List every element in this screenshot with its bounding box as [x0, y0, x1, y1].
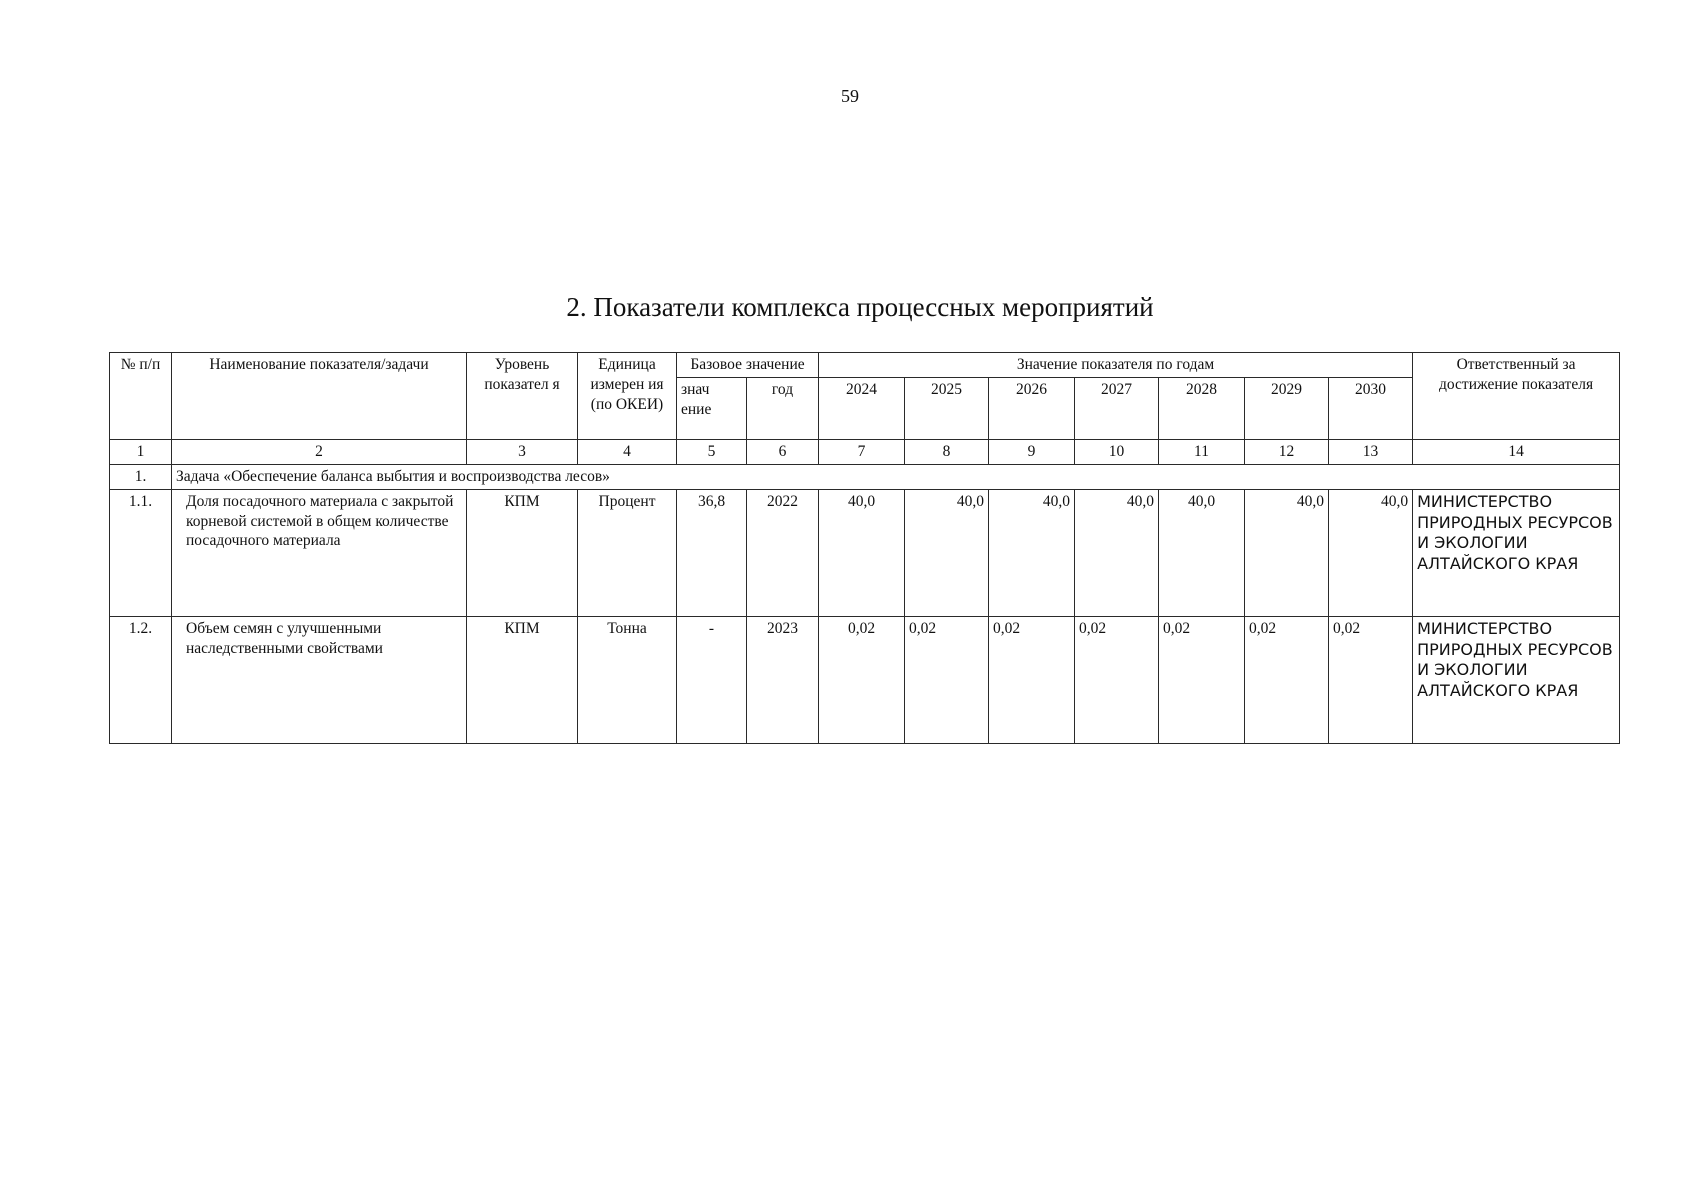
header-name: Наименование показателя/задачи [172, 353, 467, 440]
task-num: 1. [110, 464, 172, 489]
row-value-2030: 40,0 [1329, 489, 1413, 616]
header-year: 2027 [1075, 377, 1159, 439]
row-num: 1.1. [110, 489, 172, 616]
table-row [110, 616, 1620, 743]
row-name: Объем семян с улучшенными наследственными свойствами [172, 616, 467, 743]
header-responsible: Ответственный за достижение показателя [1413, 353, 1620, 440]
column-number: 11 [1159, 439, 1245, 464]
row-value-2024: 0,02 [819, 616, 905, 743]
row-base-year: 2023 [747, 616, 819, 743]
header-level: Уровень показател я [467, 353, 578, 440]
row-value-2025: 40,0 [905, 489, 989, 616]
section-title: 2. Показатели комплекса процессных мероприятий [566, 292, 1154, 322]
column-number: 14 [1413, 439, 1620, 464]
column-number: 12 [1245, 439, 1329, 464]
header-base: Базовое значение [677, 353, 819, 378]
header-year: 2028 [1159, 377, 1245, 439]
row-name: Доля посадочного материала с закрытой корневой системой в общем количестве посадочного материала [172, 489, 467, 616]
header-year: 2029 [1245, 377, 1329, 439]
header-year: 2024 [819, 377, 905, 439]
header-values-by-year: Значение показателя по годам [819, 353, 1413, 378]
row-level: КПМ [467, 616, 578, 743]
row-num: 1.2. [110, 616, 172, 743]
column-number: 8 [905, 439, 989, 464]
header-year: 2030 [1329, 377, 1413, 439]
row-responsible: МИНИСТЕРСТВО ПРИРОДНЫХ РЕСУРСОВ И ЭКОЛОГИИ АЛТАЙСКОГО КРАЯ [1413, 616, 1620, 743]
row-base-value: - [677, 616, 747, 743]
header-base-value: знач ение [677, 377, 747, 439]
column-number: 5 [677, 439, 747, 464]
column-number: 10 [1075, 439, 1159, 464]
column-number: 7 [819, 439, 905, 464]
task-row [110, 464, 1620, 489]
task-text: Задача «Обеспечение баланса выбытия и воспроизводства лесов» [172, 464, 1620, 489]
column-number: 1 [110, 439, 172, 464]
row-value-2028: 40,0 [1159, 489, 1245, 616]
row-value-2028: 0,02 [1159, 616, 1245, 743]
row-level: КПМ [467, 489, 578, 616]
row-value-2029: 40,0 [1245, 489, 1329, 616]
page-number: 59 [841, 86, 859, 106]
header-base-year: год [747, 377, 819, 439]
column-number: 4 [578, 439, 677, 464]
table-row [110, 489, 1620, 616]
indicators-table [109, 352, 1620, 744]
row-unit: Тонна [578, 616, 677, 743]
row-value-2026: 40,0 [989, 489, 1075, 616]
column-number: 2 [172, 439, 467, 464]
column-number: 3 [467, 439, 578, 464]
header-num: № п/п [110, 353, 172, 440]
row-responsible: МИНИСТЕРСТВО ПРИРОДНЫХ РЕСУРСОВ И ЭКОЛОГИИ АЛТАЙСКОГО КРАЯ [1413, 489, 1620, 616]
column-number: 6 [747, 439, 819, 464]
column-number: 13 [1329, 439, 1413, 464]
header-unit: Единица измерен ия (по ОКЕИ) [578, 353, 677, 440]
row-unit: Процент [578, 489, 677, 616]
row-value-2030: 0,02 [1329, 616, 1413, 743]
row-value-2024: 40,0 [819, 489, 905, 616]
column-number-row [110, 439, 1620, 464]
header-year: 2025 [905, 377, 989, 439]
row-value-2027: 0,02 [1075, 616, 1159, 743]
row-base-year: 2022 [747, 489, 819, 616]
header-year: 2026 [989, 377, 1075, 439]
row-value-2025: 0,02 [905, 616, 989, 743]
column-number: 9 [989, 439, 1075, 464]
row-value-2029: 0,02 [1245, 616, 1329, 743]
row-value-2027: 40,0 [1075, 489, 1159, 616]
row-base-value: 36,8 [677, 489, 747, 616]
row-value-2026: 0,02 [989, 616, 1075, 743]
header-row-1 [110, 353, 1620, 378]
